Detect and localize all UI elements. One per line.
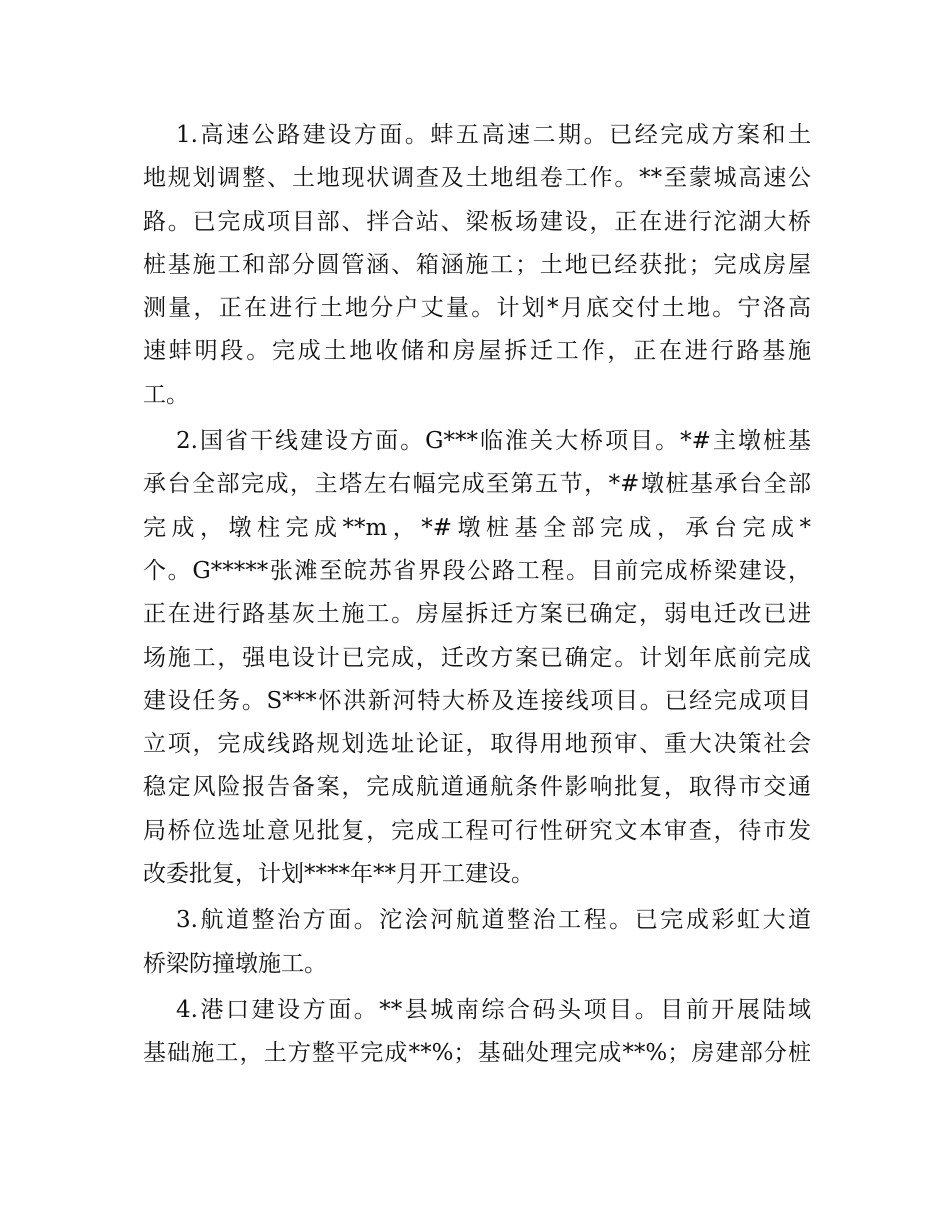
text-line: 局桥位选址意见批复，完成工程可行性研究文本审查，待市发 xyxy=(143,817,811,844)
text-line: 路。已完成项目部、拌合站、梁板场建设，正在进行沱湖大桥 xyxy=(143,208,811,235)
text-line: 承台全部完成，主塔左右幅完成至第五节，*#墩桩基承台全部 xyxy=(143,471,811,498)
text-line: 2.国省干线建设方面。G***临淮关大桥项目。*#主墩桩基 xyxy=(176,428,811,455)
text-line: 基础施工，土方整平完成**%；基础处理完成**%；房建部分桩 xyxy=(143,1040,811,1067)
text-line: 桩基施工和部分圆管涵、箱涵施工；土地已经获批；完成房屋 xyxy=(143,251,811,278)
text-line: 场施工，强电设计已完成，迁改方案已确定。计划年底前完成 xyxy=(143,644,811,671)
text-line: 速蚌明段。完成土地收储和房屋拆迁工作，正在进行路基施 xyxy=(143,338,811,365)
text-line: 工。 xyxy=(143,381,189,408)
text-line: 个。G*****张滩至皖苏省界段公路工程。目前完成桥梁建设， xyxy=(143,557,811,584)
text-line: 改委批复，计划****年**月开工建设。 xyxy=(143,861,534,888)
paragraph-highway xyxy=(143,114,811,417)
text-line: 3.航道整治方面。沱浍河航道整治工程。已完成彩虹大道 xyxy=(176,907,811,934)
paragraph-port xyxy=(143,989,811,1076)
text-line: 完成，墩柱完成**m，*#墩桩基全部完成，承台完成* xyxy=(143,514,811,541)
paragraph-trunk-roads xyxy=(143,420,811,896)
paragraph-waterway xyxy=(143,899,811,986)
text-line: 建设任务。S***怀洪新河特大桥及连接线项目。已经完成项目 xyxy=(143,687,811,714)
text-line: 正在进行路基灰土施工。房屋拆迁方案已确定，弱电迁改已进 xyxy=(143,601,811,628)
text-line: 立项，完成线路规划选址论证，取得用地预审、重大决策社会 xyxy=(143,731,811,758)
document-body xyxy=(143,114,811,1076)
text-line: 地规划调整、土地现状调查及土地组卷工作。**至蒙城高速公 xyxy=(143,165,811,192)
text-line: 稳定风险报告备案，完成航道通航条件影响批复，取得市交通 xyxy=(143,774,811,801)
text-line: 1.高速公路建设方面。蚌五高速二期。已经完成方案和土 xyxy=(176,122,811,148)
text-line: 桥梁防撞墩施工。 xyxy=(143,950,327,977)
text-line: 4.港口建设方面。**县城南综合码头项目。目前开展陆域 xyxy=(176,996,811,1023)
text-line: 测量，正在进行土地分户丈量。计划*月底交付土地。宁洛高 xyxy=(143,295,811,322)
